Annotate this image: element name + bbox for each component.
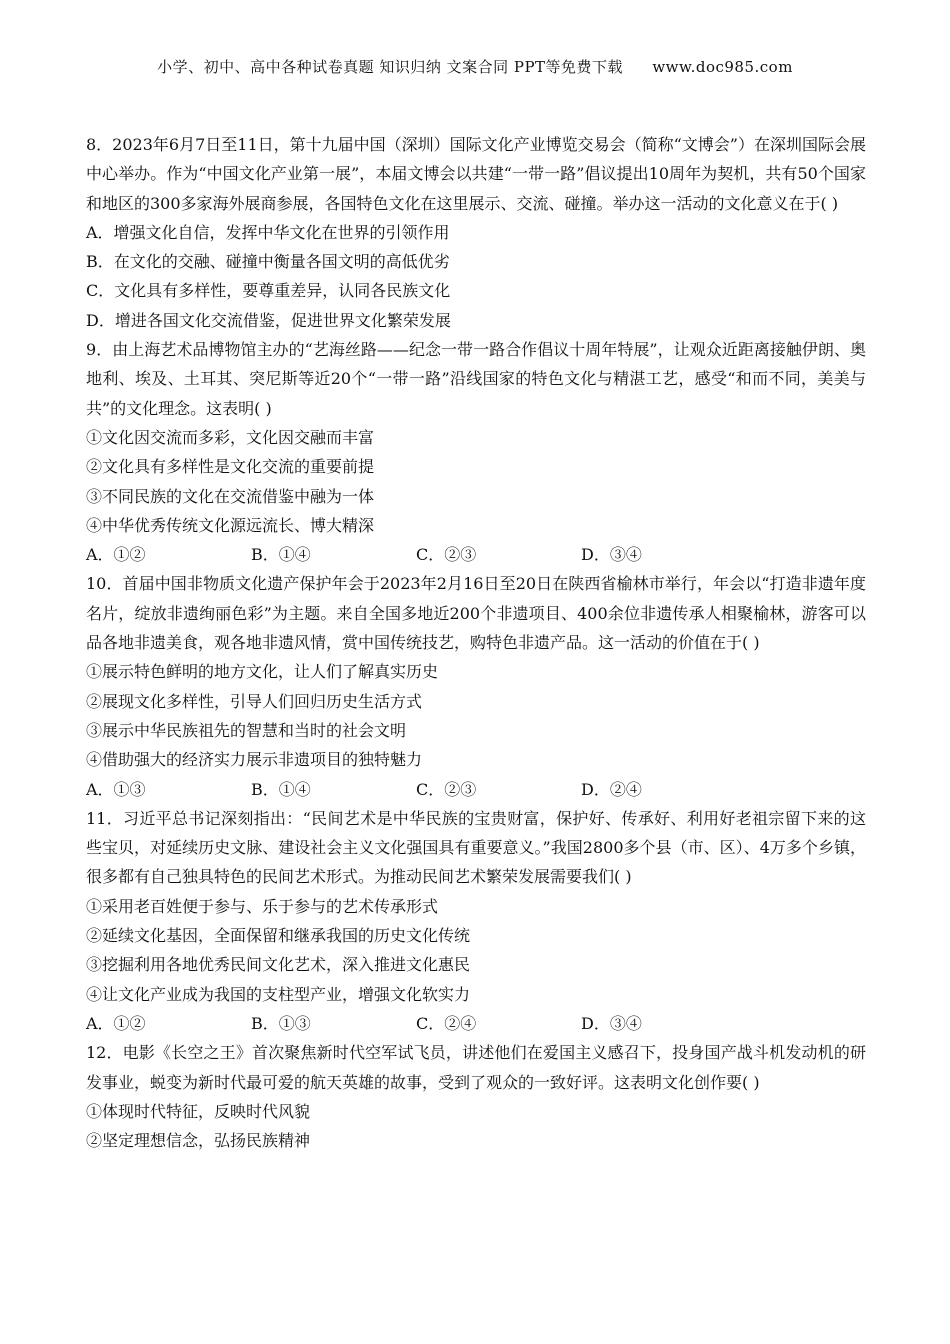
choice-b[interactable]: B．①③: [251, 1013, 311, 1033]
statement: ②展现文化多样性，引导人们回归历史生活方式: [86, 691, 423, 711]
header-site[interactable]: www.doc985.com: [652, 58, 793, 76]
choice-d[interactable]: D．③④: [581, 545, 642, 565]
header-text: 小学、初中、高中各种试卷真题 知识归纳 文案合同 PPT等免费下载: [157, 58, 624, 76]
choice-a[interactable]: A．①②: [86, 545, 146, 565]
option-d[interactable]: D．增进各国文化交流借鉴，促进世界文化繁荣发展: [86, 310, 451, 330]
question-12: [86, 1038, 866, 1155]
choice-c[interactable]: C．②③: [416, 545, 477, 565]
question-stem: 11．习近平总书记深刻指出：“民间艺术是中华民族的宝贵财富，保护好、传承好、利用好老祖宗留下来的这些宝贝，对延续历史文脉、建设社会主义文化强国具有重要意义。”我国2800多个县（市、区）、4万多个乡镇，很多都有自己独具特色的民间艺术形式。为推动民间艺术繁荣发展需要我们( ): [86, 808, 866, 887]
choice-b[interactable]: B．①④: [251, 779, 311, 799]
statement: ①体现时代特征，反映时代风貌: [86, 1101, 311, 1121]
choice-c[interactable]: C．②④: [416, 1013, 477, 1033]
choice-a[interactable]: A．①③: [86, 779, 146, 799]
question-content: [86, 130, 866, 1155]
statement: ④中华优秀传统文化源远流长、博大精深: [86, 515, 375, 535]
answer-choices: [86, 775, 866, 804]
page-header: [0, 56, 950, 77]
answer-choices: [86, 540, 866, 569]
question-10: [86, 569, 866, 803]
statement: ④借助强大的经济实力展示非遗项目的独特魅力: [86, 750, 423, 770]
question-stem: 8．2023年6月7日至11日，第十九届中国（深圳）国际文化产业博览交易会（简称“文博会”）在深圳国际会展中心举办。作为“中国文化产业第一展”，本届文博会以共建“一带一路”倡议提出10周年为契机，共有50个国家和地区的300多家海外展商参展，各国特色文化在这里展示、交流、碰撞。举办这一活动的文化意义在于( ): [86, 135, 866, 213]
choice-d[interactable]: D．③④: [581, 1013, 642, 1033]
statement: ③挖掘利用各地优秀民间文化艺术，深入推进文化惠民: [86, 955, 471, 975]
question-11: [86, 804, 866, 1038]
answer-choices: [86, 1009, 866, 1038]
question-8: [86, 130, 866, 335]
statement: ①文化因交流而多彩，文化因交融而丰富: [86, 427, 375, 447]
question-stem: 9．由上海艺术品博物馆主办的“艺海丝路——纪念一带一路合作倡议十周年特展”，让观众近距离接触伊朗、奥地利、埃及、土耳其、突尼斯等近20个“一带一路”沿线国家的特色文化与精湛工艺，感受“和而不同，美美与共”的文化理念。这表明( ): [86, 340, 866, 418]
option-a[interactable]: A．增强文化自信，发挥中华文化在世界的引领作用: [86, 222, 450, 242]
statement: ④让文化产业成为我国的支柱型产业，增强文化软实力: [86, 984, 471, 1004]
statement: ①展示特色鲜明的地方文化，让人们了解真实历史: [86, 662, 439, 682]
choice-d[interactable]: D．②④: [581, 779, 642, 799]
question-9: [86, 335, 866, 569]
statement: ③不同民族的文化在交流借鉴中融为一体: [86, 486, 375, 506]
statement: ①采用老百姓便于参与、乐于参与的艺术传承形式: [86, 896, 439, 916]
option-b[interactable]: B．在文化的交融、碰撞中衡量各国文明的高低优劣: [86, 252, 450, 272]
statement: ②延续文化基因，全面保留和继承我国的历史文化传统: [86, 926, 471, 946]
choice-c[interactable]: C．②③: [416, 779, 477, 799]
choice-b[interactable]: B．①④: [251, 545, 311, 565]
option-c[interactable]: C．文化具有多样性，要尊重差异，认同各民族文化: [86, 281, 451, 301]
statement: ②坚定理想信念，弘扬民族精神: [86, 1131, 311, 1151]
choice-a[interactable]: A．①②: [86, 1013, 146, 1033]
statement: ②文化具有多样性是文化交流的重要前提: [86, 457, 375, 477]
question-stem: 10．首届中国非物质文化遗产保护年会于2023年2月16日至20日在陕西省榆林市举行，年会以“打造非遗年度名片，绽放非遗绚丽色彩”为主题。来自全国多地近200个非遗项目、400余位非遗传承人相聚榆林，游客可以品各地非遗美食，观各地非遗风情，赏中国传统技艺，购特色非遗产品。这一活动的价值在于( ): [86, 574, 866, 653]
question-stem: 12．电影《长空之王》首次聚焦新时代空军试飞员，讲述他们在爱国主义感召下，投身国产战斗机发动机的研发事业，蜕变为新时代最可爱的航天英雄的故事，受到了观众的一致好评。这表明文化创作要( ): [86, 1043, 866, 1092]
statement: ③展示中华民族祖先的智慧和当时的社会文明: [86, 720, 407, 740]
